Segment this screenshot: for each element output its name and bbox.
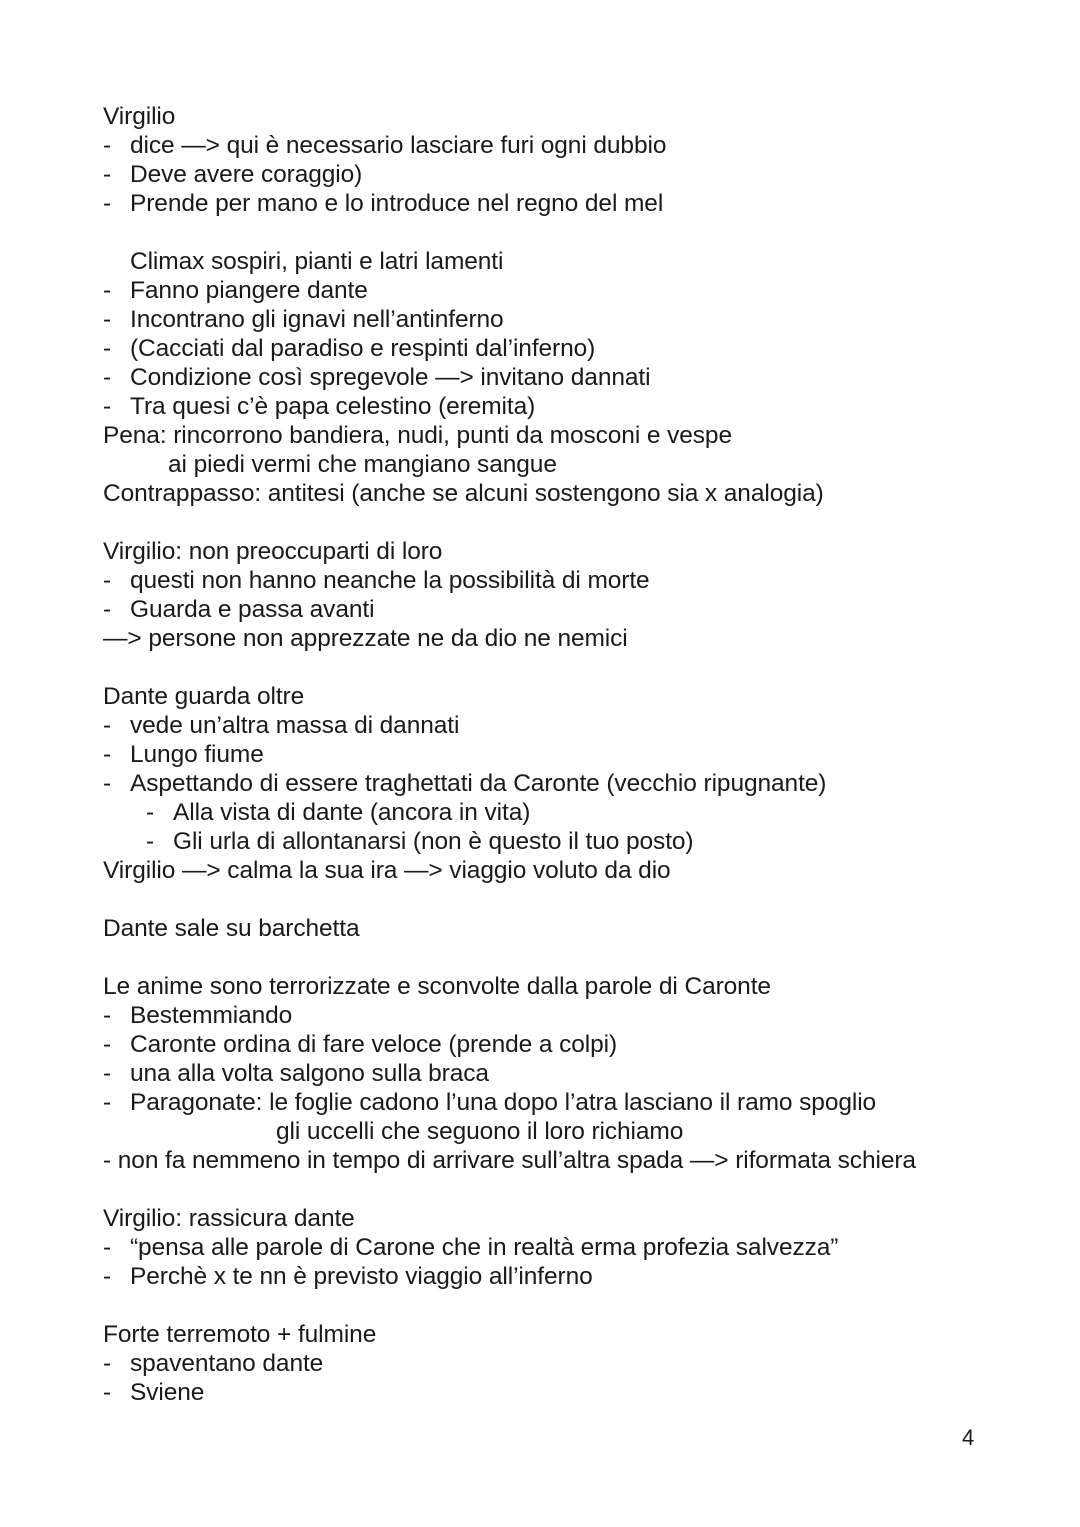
list-item	[103, 1088, 876, 1117]
list-item	[103, 392, 535, 421]
conclusion-line: Virgilio —> calma la sua ira —> viaggio voluto da dio	[103, 857, 671, 884]
list-item-text: Aspettando di essere traghettati da Caronte (vecchio ripugnante)	[130, 770, 827, 797]
tail-line: - non fa nemmeno in tempo di arrivare sull’altra spada —> riformata schiera	[103, 1147, 916, 1174]
list-item-text: Perchè x te nn è previsto viaggio all’inferno	[130, 1263, 593, 1290]
list-item-text: questi non hanno neanche la possibilità di morte	[130, 567, 650, 594]
list-item	[103, 566, 650, 595]
list-item	[103, 276, 368, 305]
list-item	[103, 769, 826, 798]
section-heading: Forte terremoto + fulmine	[103, 1321, 377, 1348]
section-heading: Virgilio: rassicura dante	[103, 1205, 355, 1232]
list-item	[103, 1378, 204, 1407]
bullet-dash: -	[103, 277, 112, 304]
bullet-dash: -	[103, 393, 112, 420]
list-item	[103, 334, 595, 363]
bullet-dash: -	[103, 712, 112, 739]
bullet-dash: -	[103, 1002, 112, 1029]
list-item	[103, 1262, 593, 1291]
list-item-text: Sviene	[130, 1379, 205, 1406]
pena-continuation: ai piedi vermi che mangiano sangue	[168, 451, 557, 478]
sub-list-item-text: Gli urla di allontanarsi (non è questo il tuo posto)	[173, 828, 694, 855]
sub-list-item	[146, 827, 694, 856]
list-item	[103, 1349, 323, 1378]
list-item-text: spaventano dante	[130, 1350, 324, 1377]
page-number: 4	[962, 1425, 975, 1450]
bullet-dash: -	[103, 306, 112, 333]
list-item-text: Guarda e passa avanti	[130, 596, 375, 623]
bullet-dash: -	[103, 1263, 112, 1290]
bullet-dash: -	[103, 335, 112, 362]
bullet-dash: -	[146, 799, 155, 826]
list-item	[103, 595, 374, 624]
sub-list-item	[146, 798, 530, 827]
list-item	[103, 363, 650, 392]
bullet-dash: -	[103, 741, 112, 768]
bullet-dash: -	[146, 828, 155, 855]
bullet-dash: -	[103, 364, 112, 391]
bullet-dash: -	[103, 1089, 112, 1116]
list-item-text: Bestemmiando	[130, 1002, 293, 1029]
bullet-dash: -	[103, 132, 112, 159]
bullet-dash: -	[103, 1350, 112, 1377]
section-heading: Dante guarda oltre	[103, 683, 305, 710]
contrappasso-line: Contrappasso: antitesi (anche se alcuni sostengono sia x analogia)	[103, 480, 824, 507]
section-heading: Virgilio: non preoccuparti di loro	[103, 538, 443, 565]
list-item-text: Condizione così spregevole —> invitano dannati	[130, 364, 651, 391]
section-intro: Climax sospiri, pianti e latri lamenti	[130, 248, 504, 275]
list-item-text: una alla volta salgono sulla braca	[130, 1060, 489, 1087]
list-item-text: Fanno piangere dante	[130, 277, 368, 304]
pena-line: Pena: rincorrono bandiera, nudi, punti da mosconi e vespe	[103, 422, 732, 449]
list-item-text: Lungo fiume	[130, 741, 264, 768]
list-item-text: “pensa alle parole di Carone che in realtà erma profezia salvezza”	[130, 1234, 839, 1261]
bullet-dash: -	[103, 190, 112, 217]
list-item	[103, 711, 459, 740]
list-item-text: Deve avere coraggio)	[130, 161, 363, 188]
list-item-text: dice —> qui è necessario lasciare furi ogni dubbio	[130, 132, 667, 159]
list-item	[103, 1030, 617, 1059]
list-item	[103, 131, 666, 160]
bullet-dash: -	[103, 770, 112, 797]
bullet-dash: -	[103, 596, 112, 623]
list-item-text: Prende per mano e lo introduce nel regno del mel	[130, 190, 664, 217]
list-item	[103, 1001, 292, 1030]
list-item-continuation: gli uccelli che seguono il loro richiamo	[276, 1118, 684, 1145]
bullet-dash: -	[103, 567, 112, 594]
section-heading: Dante sale su barchetta	[103, 915, 360, 942]
list-item	[103, 160, 362, 189]
bullet-dash: -	[103, 1379, 112, 1406]
bullet-dash: -	[103, 1234, 112, 1261]
list-item-text: Caronte ordina di fare veloce (prende a colpi)	[130, 1031, 618, 1058]
bullet-dash: -	[103, 161, 112, 188]
list-item	[103, 740, 264, 769]
list-item-text: (Cacciati dal paradiso e respinti dal’inferno)	[130, 335, 596, 362]
bullet-dash: -	[103, 1060, 112, 1087]
list-item	[103, 1233, 838, 1262]
list-item-text: Incontrano gli ignavi nell’antinferno	[130, 306, 504, 333]
section-heading: Virgilio	[103, 103, 176, 130]
section-heading: Le anime sono terrorizzate e sconvolte dalla parole di Caronte	[103, 973, 771, 1000]
bullet-dash: -	[103, 1031, 112, 1058]
list-item	[103, 1059, 489, 1088]
list-item	[103, 305, 504, 334]
list-item-text: Tra quesi c’è papa celestino (eremita)	[130, 393, 536, 420]
sub-list-item-text: Alla vista di dante (ancora in vita)	[173, 799, 531, 826]
list-item-text: Paragonate: le foglie cadono l’una dopo l’atra lasciano il ramo spoglio	[130, 1089, 877, 1116]
list-item-text: vede un’altra massa di dannati	[130, 712, 460, 739]
conclusion-line: —> persone non apprezzate ne da dio ne nemici	[103, 625, 628, 652]
list-item	[103, 189, 663, 218]
